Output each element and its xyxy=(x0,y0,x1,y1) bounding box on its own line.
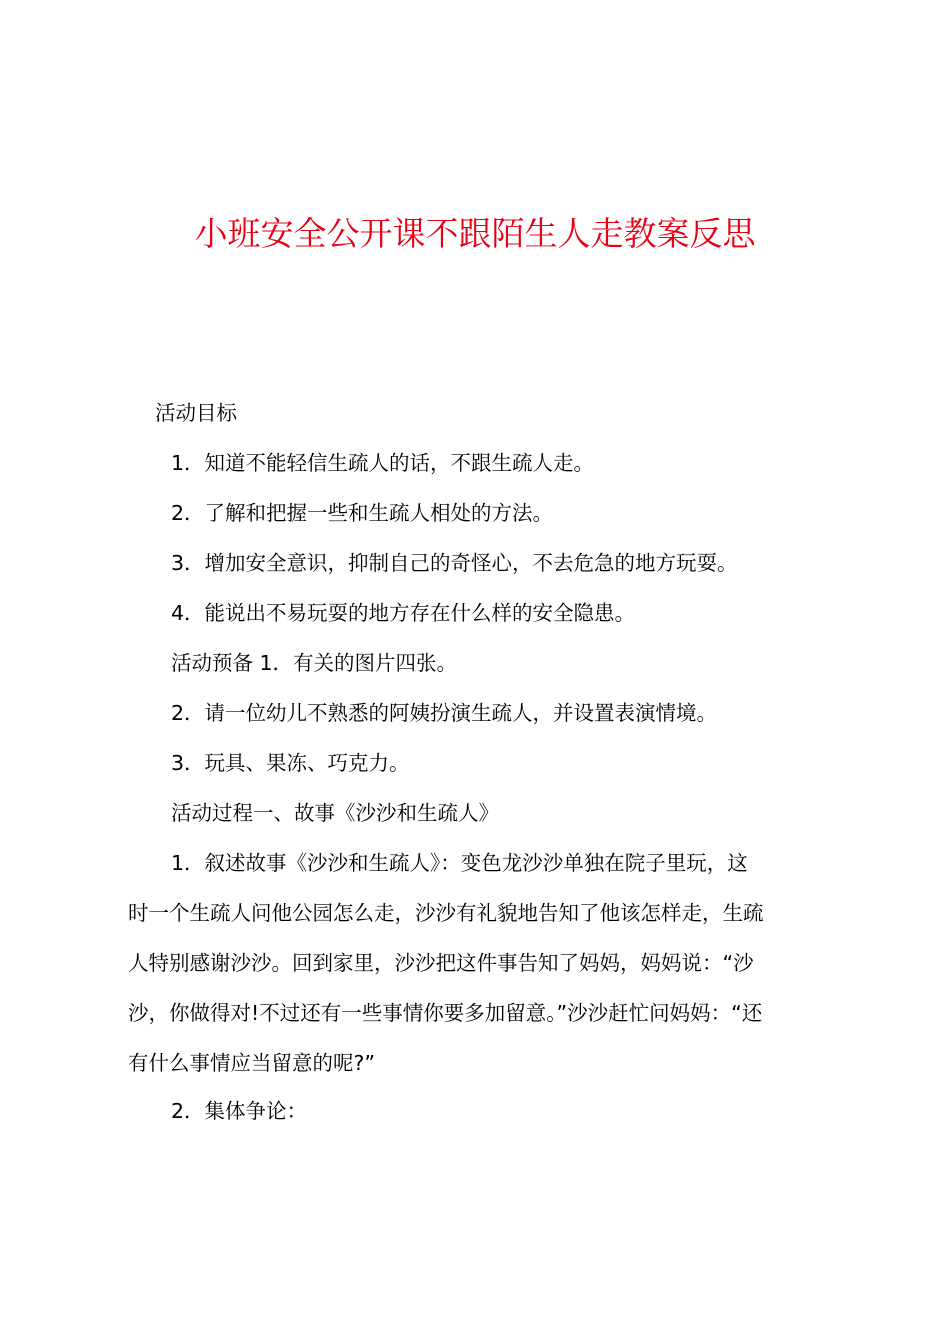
goal-item-1: 1．知道不能轻信生疏人的话，不跟生疏人走。 xyxy=(171,451,595,475)
document-title: 小班安全公开课不跟陌生人走教案反思 xyxy=(194,214,756,253)
preparation-item-1: 活动预备 1．有关的图片四张。 xyxy=(171,651,458,675)
story-line-2: 时一个生疏人问他公园怎么走，沙沙有礼貌地告知了他该怎样走，生疏 xyxy=(128,901,764,925)
process-heading: 活动过程一、故事《沙沙和生疏人》 xyxy=(171,801,499,825)
preparation-item-2: 2．请一位幼儿不熟悉的阿姨扮演生疏人，并设置表演情境。 xyxy=(171,701,718,725)
story-line-4: 沙，你做得对!不过还有一些事情你要多加留意。”沙沙赶忙问妈妈：“还 xyxy=(128,1001,763,1025)
goal-item-2: 2．了解和把握一些和生疏人相处的方法。 xyxy=(171,501,554,525)
story-line-3: 人特别感谢沙沙。回到家里，沙沙把这件事告知了妈妈，妈妈说：“沙 xyxy=(128,951,754,975)
goal-item-3: 3．增加安全意识，抑制自己的奇怪心，不去危急的地方玩耍。 xyxy=(171,551,738,575)
goal-item-4: 4．能说出不易玩耍的地方存在什么样的安全隐患。 xyxy=(171,601,636,625)
preparation-item-3: 3．玩具、果冻、巧克力。 xyxy=(171,751,410,775)
discussion-item: 2．集体争论： xyxy=(171,1099,308,1123)
section-heading-goals: 活动目标 xyxy=(155,401,237,425)
story-line-5: 有什么事情应当留意的呢?” xyxy=(128,1051,376,1075)
story-line-1: 1．叙述故事《沙沙和生疏人》：变色龙沙沙单独在院子里玩，这 xyxy=(171,851,748,875)
